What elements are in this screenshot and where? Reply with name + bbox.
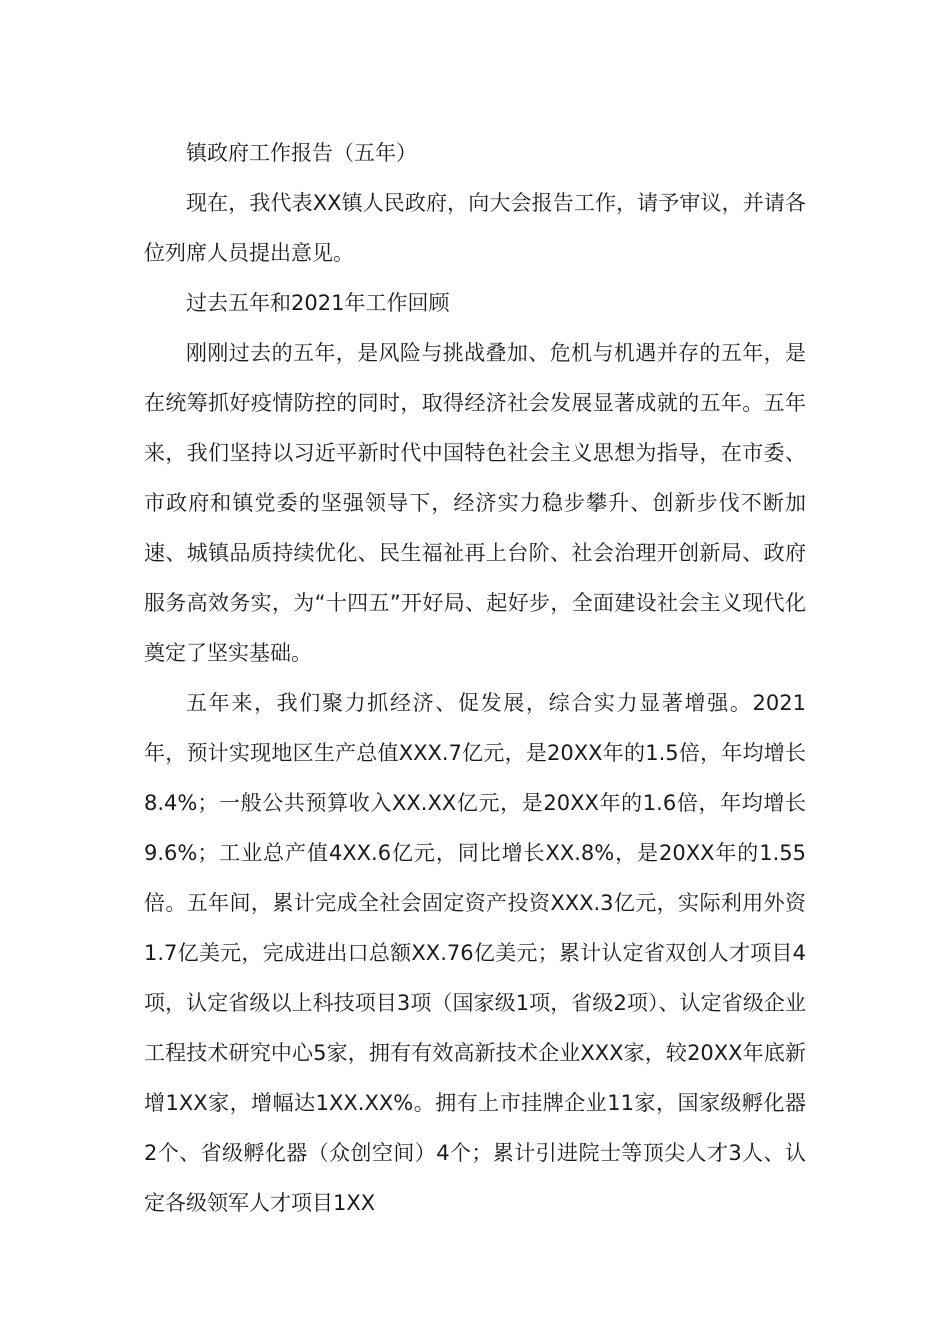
opening-paragraph: 现在，我代表XX镇人民政府，向大会报告工作，请予审议，并请各位列席人员提出意见。 xyxy=(144,191,806,265)
review-paragraph: 刚刚过去的五年，是风险与挑战叠加、危机与机遇并存的五年，是在统筹抓好疫情防控的同时，取得经济社会发展显著成就的五年。五年来，我们坚持以习近平新时代中国特色社会主义思想为指导，在市委、市政府和镇党委的坚强领导下，经济实力稳步攀升、创新步伐不断加速、城镇品质持续优化、民生福祉再上台阶、社会治理开创新局、政府服务高效务实，为“十四五”开好局、起好步，全面建设社会主义现代化奠定了坚实基础。 xyxy=(144,341,806,665)
report-title: 镇政府工作报告（五年） xyxy=(186,141,417,165)
section-heading: 过去五年和2021年工作回顾 xyxy=(186,291,450,315)
economy-paragraph: 五年来，我们聚力抓经济、促发展，综合实力显著增强。2021年，预计实现地区生产总值XXX.7亿元，是20XX年的1.5倍，年均增长8.4%；一般公共预算收入XX.XX亿元，是20XX年的1.6倍，年均增长9.6%；工业总产值4XX.6亿元，同比增长XX.8%，是20XX年的1.55倍。五年间，累计完成全社会固定资产投资XXX.3亿元，实际利用外资1.7亿美元，完成进出口总额XX.76亿美元；累计认定省双创人才项目4项，认定省级以上科技项目3项（国家级1项，省级2项）、认定省级企业工程技术研究中心5家，拥有有效高新技术企业XXX家，较20XX年底新增1XX家，增幅达1XX.XX%。拥有上市挂牌企业11家，国家级孵化器2个、省级孵化器（众创空间）4个；累计引进院士等顶尖人才3人、认定各级领军人才项目1XX xyxy=(144,691,806,1215)
document-body xyxy=(144,128,806,1228)
